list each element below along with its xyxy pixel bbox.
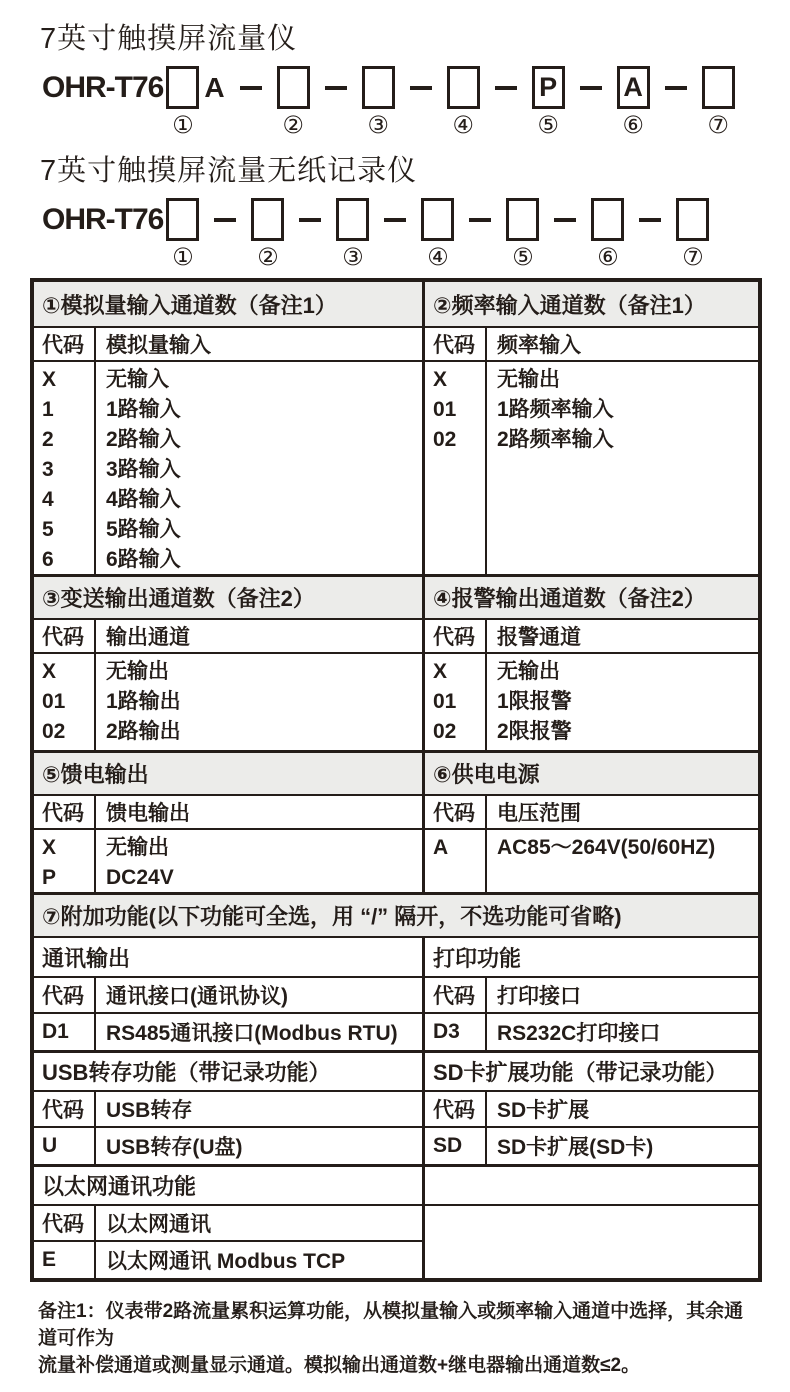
s6-desc: AC85～264V(50/60HZ)	[496, 836, 716, 859]
model1-box-4	[447, 66, 480, 109]
footer-note-line-2: 流量补偿通道或测量显示通道。模拟输出通道数+继电器输出通道数≤2。	[38, 1355, 641, 1376]
s4-desc: 1限报警	[496, 690, 572, 713]
s3-desc-values	[96, 654, 422, 750]
s5-desc: 无输出	[106, 836, 169, 859]
model2-box-4	[421, 198, 454, 241]
usb-sd-subheader-row	[34, 1050, 758, 1090]
position-label-4: ④	[427, 244, 449, 271]
empty-cell	[425, 1206, 758, 1240]
section5-title: ⑤馈电输出	[42, 762, 149, 787]
s4-code: 01	[432, 690, 457, 713]
dash-separator	[240, 86, 262, 90]
position-label-2: ②	[282, 112, 304, 139]
sec56-column-header-row	[34, 794, 758, 828]
usb-code-header: 代码	[34, 1092, 96, 1126]
dash-separator	[665, 86, 687, 90]
s2-desc: 2路频率输入	[496, 428, 614, 451]
ethernet-desc-header: 以太网通讯	[106, 1213, 211, 1236]
s2-code: 01	[432, 398, 457, 421]
product2-model-line	[42, 198, 790, 270]
s1-code: 4	[42, 488, 54, 511]
sec56-body-row	[34, 828, 758, 892]
position-label-4: ④	[452, 112, 474, 139]
comm-print-subheader-row	[34, 936, 758, 976]
dash-separator	[299, 218, 321, 222]
s3-code: 02	[42, 720, 66, 743]
dash-separator	[214, 218, 236, 222]
s2-desc-header: 频率输入	[496, 334, 581, 357]
sec7-header-row	[34, 892, 758, 936]
ethernet-column-header-row	[34, 1204, 758, 1240]
s1-desc-header: 模拟量输入	[106, 334, 211, 357]
model1-box-5-value: P	[539, 72, 558, 102]
dash-separator	[410, 86, 432, 90]
s6-code-header: 代码	[425, 796, 487, 828]
sec12-column-header-row	[34, 326, 758, 360]
usb-sd-column-header-row	[34, 1090, 758, 1126]
sd-desc: SD卡扩展(SD卡)	[496, 1136, 654, 1159]
s6-code-values	[425, 830, 487, 892]
position-label-7: ⑦	[707, 112, 729, 139]
position-label-5: ⑤	[512, 244, 534, 271]
ordering-code-table	[30, 278, 762, 1282]
print-code: D3	[425, 1014, 487, 1050]
position-label-7: ⑦	[682, 244, 704, 271]
section4-title: ④报警输出通道数（备注2）	[432, 586, 706, 611]
s1-desc: 5路输入	[106, 518, 181, 541]
comm-desc: RS485通讯接口(Modbus RTU)	[106, 1022, 398, 1045]
s5-desc: DC24V	[106, 866, 174, 889]
model1-box-7	[702, 66, 735, 109]
s1-desc: 4路输入	[106, 488, 181, 511]
s4-desc: 无输出	[496, 660, 560, 683]
ethernet-body-row	[34, 1240, 758, 1278]
empty-cell	[425, 1167, 758, 1204]
print-code-header: 代码	[425, 978, 487, 1012]
s6-desc-values	[487, 830, 758, 892]
model2-slot-3	[336, 198, 369, 270]
comm-print-column-header-row	[34, 976, 758, 1012]
s3-code: X	[42, 660, 57, 683]
model1-slot-4	[447, 66, 480, 138]
model1-box-2	[277, 66, 310, 109]
s4-desc: 2限报警	[496, 720, 572, 743]
usb-subtitle: USB转存功能（带记录功能）	[34, 1053, 422, 1090]
sec12-header-row	[34, 282, 758, 326]
s3-desc-header: 输出通道	[106, 626, 190, 649]
model2-slot-4	[421, 198, 454, 270]
model1-slot-5	[532, 66, 565, 138]
position-label-3: ③	[367, 112, 389, 139]
section1-title: ①模拟量输入通道数（备注1）	[42, 292, 337, 318]
position-label-5: ⑤	[537, 112, 559, 139]
s4-code-values	[425, 654, 487, 750]
s3-desc: 无输出	[106, 660, 169, 683]
model1-box-6	[617, 66, 650, 109]
usb-code: U	[34, 1128, 96, 1164]
s1-code: 3	[42, 458, 54, 481]
dash-separator	[639, 218, 661, 222]
comm-desc-header: 通讯接口(通讯协议)	[106, 985, 288, 1008]
s1-desc: 1路输入	[106, 398, 181, 421]
print-desc: RS232C打印接口	[496, 1022, 661, 1045]
s2-code: X	[432, 368, 447, 391]
footer-note-1	[38, 1298, 752, 1379]
s4-desc-header: 报警通道	[496, 626, 581, 649]
usb-desc-header: USB转存	[106, 1099, 193, 1122]
model2-prefix: OHR-T76	[42, 203, 164, 236]
sd-desc-header: SD卡扩展	[496, 1099, 590, 1122]
s6-desc-header: 电压范围	[496, 802, 581, 825]
s2-desc-values	[487, 362, 758, 574]
model2-slot-2	[251, 198, 284, 270]
position-label-1: ①	[172, 112, 194, 139]
empty-cell	[425, 1240, 758, 1278]
s1-code: 6	[42, 548, 54, 571]
s1-desc: 无输入	[106, 368, 169, 391]
s5-desc-header: 馈电输出	[106, 802, 190, 825]
print-subtitle: 打印功能	[425, 938, 758, 976]
model2-box-7	[676, 198, 709, 241]
s2-code-values	[425, 362, 487, 574]
s3-code-header: 代码	[34, 620, 96, 652]
ethernet-subheader-row	[34, 1164, 758, 1204]
model1-slot-7	[702, 66, 735, 138]
section2-title: ②频率输入通道数（备注1）	[432, 292, 706, 318]
s3-code-values	[34, 654, 96, 750]
model2-slot-6	[591, 198, 624, 270]
comm-print-body-row	[34, 1012, 758, 1050]
comm-subtitle: 通讯输出	[34, 938, 422, 976]
model2-box-1	[166, 198, 199, 241]
product1-model-line	[42, 66, 790, 138]
model1-box-3	[362, 66, 395, 109]
comm-code-header: 代码	[34, 978, 96, 1012]
position-label-1: ①	[172, 244, 194, 271]
s3-desc: 1路输出	[106, 690, 181, 713]
sec56-header-row	[34, 750, 758, 794]
model1-box-6-value: A	[623, 72, 643, 102]
s4-code: X	[432, 660, 447, 683]
model1-slot-6	[617, 66, 650, 138]
s3-code: 01	[42, 690, 66, 713]
sec34-header-row	[34, 574, 758, 618]
s5-code-values	[34, 830, 96, 892]
dash-separator	[580, 86, 602, 90]
section6-title: ⑥供电电源	[432, 762, 540, 787]
s1-desc: 6路输入	[106, 548, 181, 571]
model1-prefix: OHR-T76	[42, 71, 164, 104]
s1-code: 5	[42, 518, 54, 541]
s1-code-header: 代码	[34, 328, 96, 360]
model2-slot-5	[506, 198, 539, 270]
usb-desc: USB转存(U盘)	[106, 1136, 243, 1159]
model1-slot-3	[362, 66, 395, 138]
usb-sd-body-row	[34, 1126, 758, 1164]
s4-code-header: 代码	[425, 620, 487, 652]
position-label-2: ②	[257, 244, 279, 271]
dash-separator	[495, 86, 517, 90]
s3-desc: 2路输出	[106, 720, 181, 743]
ethernet-desc: 以太网通讯 Modbus TCP	[106, 1250, 346, 1273]
s4-code: 02	[432, 720, 457, 743]
comm-code: D1	[34, 1014, 96, 1050]
s2-desc: 无输出	[496, 368, 560, 391]
s2-desc: 1路频率输入	[496, 398, 614, 421]
sd-subtitle: SD卡扩展功能（带记录功能）	[425, 1053, 758, 1090]
print-desc-header: 打印接口	[496, 985, 581, 1008]
product2-title: 7英寸触摸屏流量无纸记录仪	[40, 155, 418, 187]
ethernet-code-header: 代码	[34, 1206, 96, 1240]
s5-code: P	[42, 866, 57, 889]
position-label-3: ③	[342, 244, 364, 271]
model2-box-6	[591, 198, 624, 241]
product1-title: 7英寸触摸屏流量仪	[40, 23, 298, 55]
s5-code: X	[42, 836, 57, 859]
position-label-6: ⑥	[597, 244, 619, 271]
s1-code: 2	[42, 428, 54, 451]
sd-code: SD	[425, 1128, 487, 1164]
model1-slot-2	[277, 66, 310, 138]
s5-code-header: 代码	[34, 796, 96, 828]
model2-box-5	[506, 198, 539, 241]
dash-separator	[469, 218, 491, 222]
model2-box-3	[336, 198, 369, 241]
s5-desc-values	[96, 830, 422, 892]
model2-box-2	[251, 198, 284, 241]
model1-fixed-letter: A	[204, 72, 225, 103]
section3-title: ③变送输出通道数（备注2）	[42, 586, 315, 611]
s1-code: X	[42, 368, 57, 391]
s1-desc-values	[96, 362, 422, 574]
model1-slot-1	[166, 66, 199, 138]
s6-code: A	[432, 836, 449, 859]
s1-code-values	[34, 362, 96, 574]
dash-separator	[384, 218, 406, 222]
s2-code: 02	[432, 428, 457, 451]
s1-code: 1	[42, 398, 54, 421]
position-label-6: ⑥	[622, 112, 644, 139]
s4-desc-values	[487, 654, 758, 750]
section7-title: ⑦附加功能(以下功能可全选，用 “/” 隔开，不选功能可省略)	[42, 904, 622, 929]
ethernet-code: E	[34, 1242, 96, 1278]
dash-separator	[325, 86, 347, 90]
ethernet-subtitle: 以太网通讯功能	[34, 1167, 422, 1204]
footer-note-line-1: 备注1：仪表带2路流量累积运算功能，从模拟量输入或频率输入通道中选择，其余通道可作为	[38, 1301, 744, 1349]
s1-desc: 2路输入	[106, 428, 181, 451]
sec12-body-row	[34, 360, 758, 574]
sec34-column-header-row	[34, 618, 758, 652]
dash-separator	[554, 218, 576, 222]
model1-box-1	[166, 66, 199, 109]
model2-slot-7	[676, 198, 709, 270]
s1-desc: 3路输入	[106, 458, 181, 481]
s2-code-header: 代码	[425, 328, 487, 360]
sec34-body-row	[34, 652, 758, 750]
model2-slot-1	[166, 198, 199, 270]
model1-box-5	[532, 66, 565, 109]
sd-code-header: 代码	[425, 1092, 487, 1126]
